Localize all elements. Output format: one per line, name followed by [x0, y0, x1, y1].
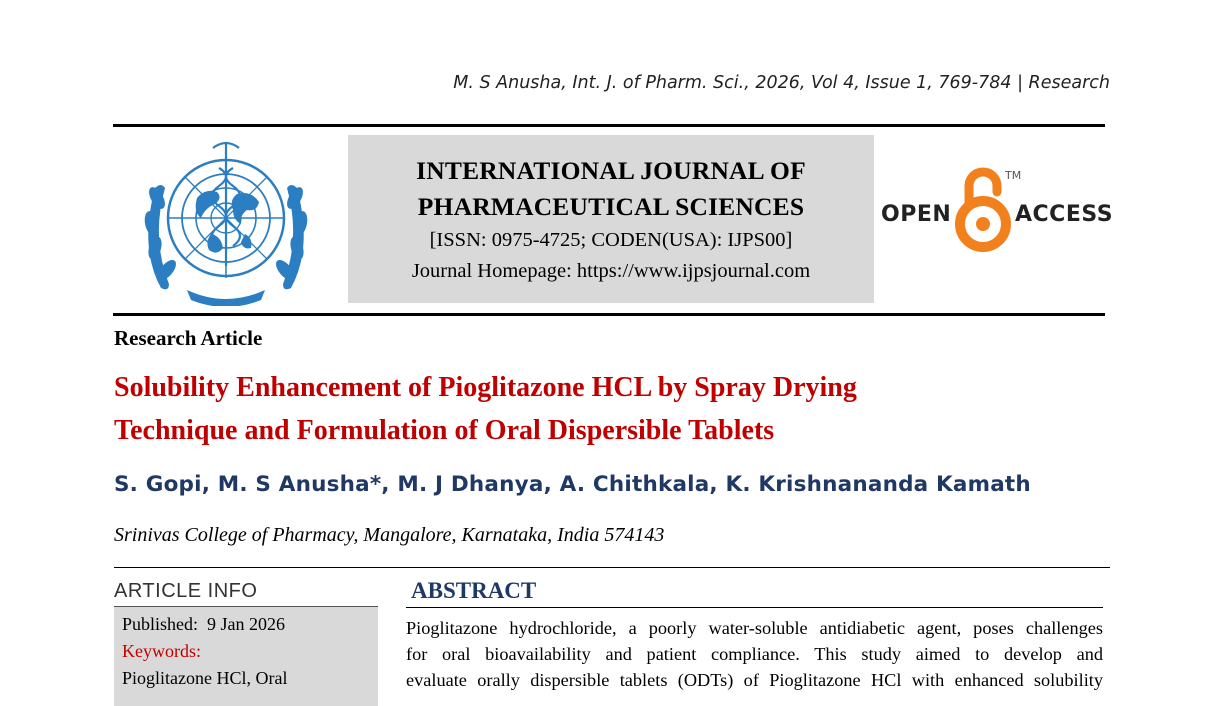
published-label: Published:: [122, 614, 199, 634]
paper-title-line1: Solubility Enhancement of Pioglitazone HCL by Spray Drying: [114, 372, 857, 403]
article-info-heading: ARTICLE INFO: [114, 580, 258, 602]
section-type: Research Article: [114, 326, 263, 350]
trademark-label: TM: [1005, 169, 1022, 182]
journal-masthead: [348, 135, 874, 303]
abstract-text: [406, 615, 1103, 693]
un-style-globe-caduceus-emblem-icon: [127, 138, 325, 306]
access-word: ACCESS: [1015, 202, 1114, 227]
section-divider: [114, 567, 1110, 568]
issn-line: [ISSN: 0975-4725; CODEN(USA): IJPS00]: [429, 229, 793, 251]
published-value: 9 Jan 2026: [207, 614, 286, 634]
citation-header: M. S Anusha, Int. J. of Pharm. Sci., 2026, Vol 4, Issue 1, 769-784 | Research: [453, 73, 1110, 93]
author-list: S. Gopi, M. S Anusha*, M. J Dhanya, A. Chithkala, K. Krishnananda Kamath: [114, 472, 1031, 497]
masthead-top-rule: [113, 124, 1105, 127]
abstract-line: evaluate orally dispersible tablets (ODTs) of Pioglitazone HCl with enhanced solubility: [406, 670, 1103, 690]
journal-title-line2: PHARMACEUTICAL SCIENCES: [417, 192, 805, 221]
keywords-line: Pioglitazone HCl, Oral: [122, 668, 288, 688]
affiliation: Srinivas College of Pharmacy, Mangalore, Karnataka, India 574143: [114, 524, 665, 546]
abstract-line: Pioglitazone hydrochloride, a poorly water-soluble antidiabetic agent, poses challenges: [406, 618, 1103, 638]
keywords-label: Keywords:: [122, 641, 201, 661]
abstract-line: for oral bioavailability and patient compliance. This study aimed to develop and: [406, 644, 1103, 664]
open-padlock-icon: [953, 166, 1013, 252]
paper-title: [114, 366, 1014, 452]
masthead-bottom-rule: [113, 313, 1105, 316]
journal-title-line1: INTERNATIONAL JOURNAL OF: [416, 156, 806, 185]
paper-title-line2: Technique and Formulation of Oral Dispersible Tablets: [114, 415, 775, 446]
article-info-box: [114, 606, 378, 706]
journal-logo: [127, 138, 325, 306]
published-row: [122, 611, 378, 638]
abstract-rule: [406, 607, 1103, 608]
open-word: OPEN: [881, 202, 952, 227]
abstract-heading: ABSTRACT: [411, 578, 537, 603]
homepage-line: Journal Homepage: https://www.ijpsjournal.com: [411, 260, 811, 282]
open-access-badge: [880, 162, 1114, 254]
